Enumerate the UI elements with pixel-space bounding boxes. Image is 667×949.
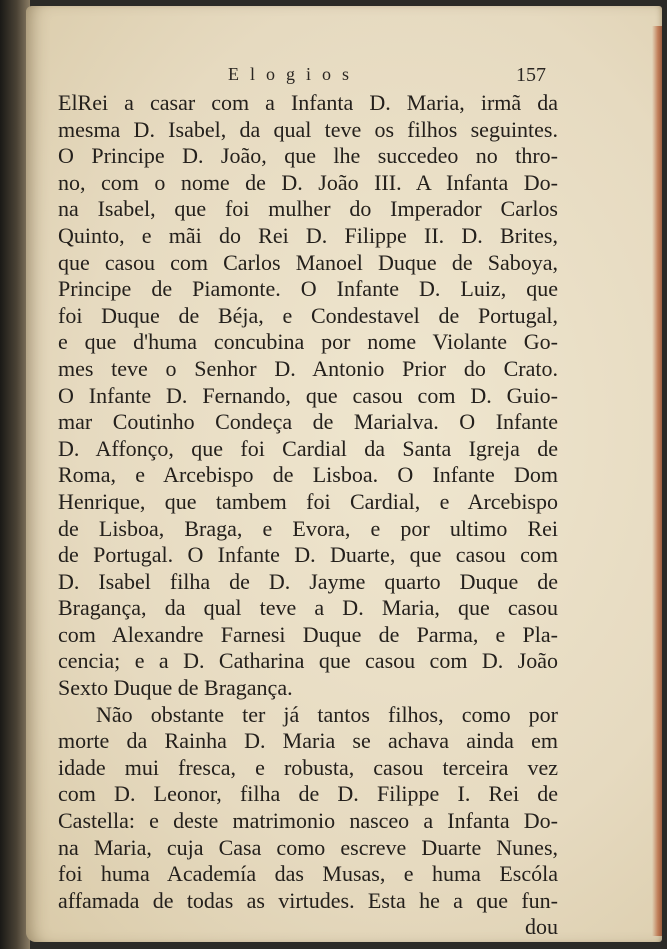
text-line: na Isabel, que foi mulher do Imperador Carlos (58, 196, 558, 222)
text-line: Bragança, da qual teve a D. Maria, que casou (58, 595, 558, 621)
text-line: cencia; e a D. Catharina que casou com D. João (58, 648, 558, 674)
text-line: D. Isabel filha de D. Jayme quarto Duque de (58, 568, 558, 594)
text-line: na Maria, cuja Casa como escreve Duarte Nunes, (58, 834, 558, 860)
text-line: com Alexandre Farnesi Duque de Parma, e Pla- (58, 621, 558, 647)
running-title: Elogios (228, 64, 361, 84)
text-line: O Principe D. João, que lhe succedeo no thro- (58, 143, 558, 169)
text-line: Sexto Duque de Bragança. (58, 675, 293, 701)
text-line: mar Coutinho Condeça de Marialva. O Infante (58, 409, 558, 435)
text-line: que casou com Carlos Manoel Duque de Saboya, (58, 249, 558, 275)
text-line: foi Duque de Béja, e Condestavel de Portugal, (58, 302, 558, 328)
text-line: e que d'huma concubina por nome Violante Go- (58, 329, 558, 355)
text-line: mes teve o Senhor D. Antonio Prior do Crato. (58, 355, 558, 381)
text-line: Castella: e deste matrimonio nasceo a Infanta Do- (58, 808, 558, 834)
text-line: morte da Rainha D. Maria se achava ainda em (58, 728, 558, 754)
page-header (204, 64, 546, 90)
text-line: idade mui fresca, e robusta, casou terceira vez (58, 754, 558, 780)
text-line: Principe de Piamonte. O Infante D. Luiz, que (58, 276, 558, 302)
page-number: 157 (516, 64, 546, 86)
text-line: com D. Leonor, filha de D. Filippe I. Rei de (58, 781, 558, 807)
catchword: dou (525, 914, 558, 940)
text-line: no, com o nome de D. João III. A Infanta Do- (58, 169, 558, 195)
text-line: mesma D. Isabel, da qual teve os filhos seguintes. (58, 116, 558, 142)
text-line: de Lisboa, Braga, e Evora, e por ultimo Rei (58, 515, 558, 541)
text-line: de Portugal. O Infante D. Duarte, que casou com (58, 542, 558, 568)
text-line: affamada de todas as virtudes. Esta he a que fun- (58, 887, 558, 913)
body-text (58, 90, 558, 941)
text-line: Quinto, e mãi do Rei D. Filippe II. D. Brites, (58, 222, 558, 248)
text-line: Roma, e Arcebispo de Lisboa. O Infante Dom (58, 462, 558, 488)
text-line: foi huma Academía das Musas, e huma Escóla (58, 861, 558, 887)
paragraph-start-line: Não obstante ter já tantos filhos, como por (96, 701, 558, 727)
text-line: Henrique, que tambem foi Cardial, e Arcebispo (58, 488, 558, 514)
page-edge (652, 26, 662, 936)
text-line: O Infante D. Fernando, que casou com D. Guio- (58, 382, 558, 408)
text-line: ElRei a casar com a Infanta D. Maria, irmã da (58, 90, 558, 115)
text-line: D. Affonço, que foi Cardial da Santa Igreja de (58, 435, 558, 461)
